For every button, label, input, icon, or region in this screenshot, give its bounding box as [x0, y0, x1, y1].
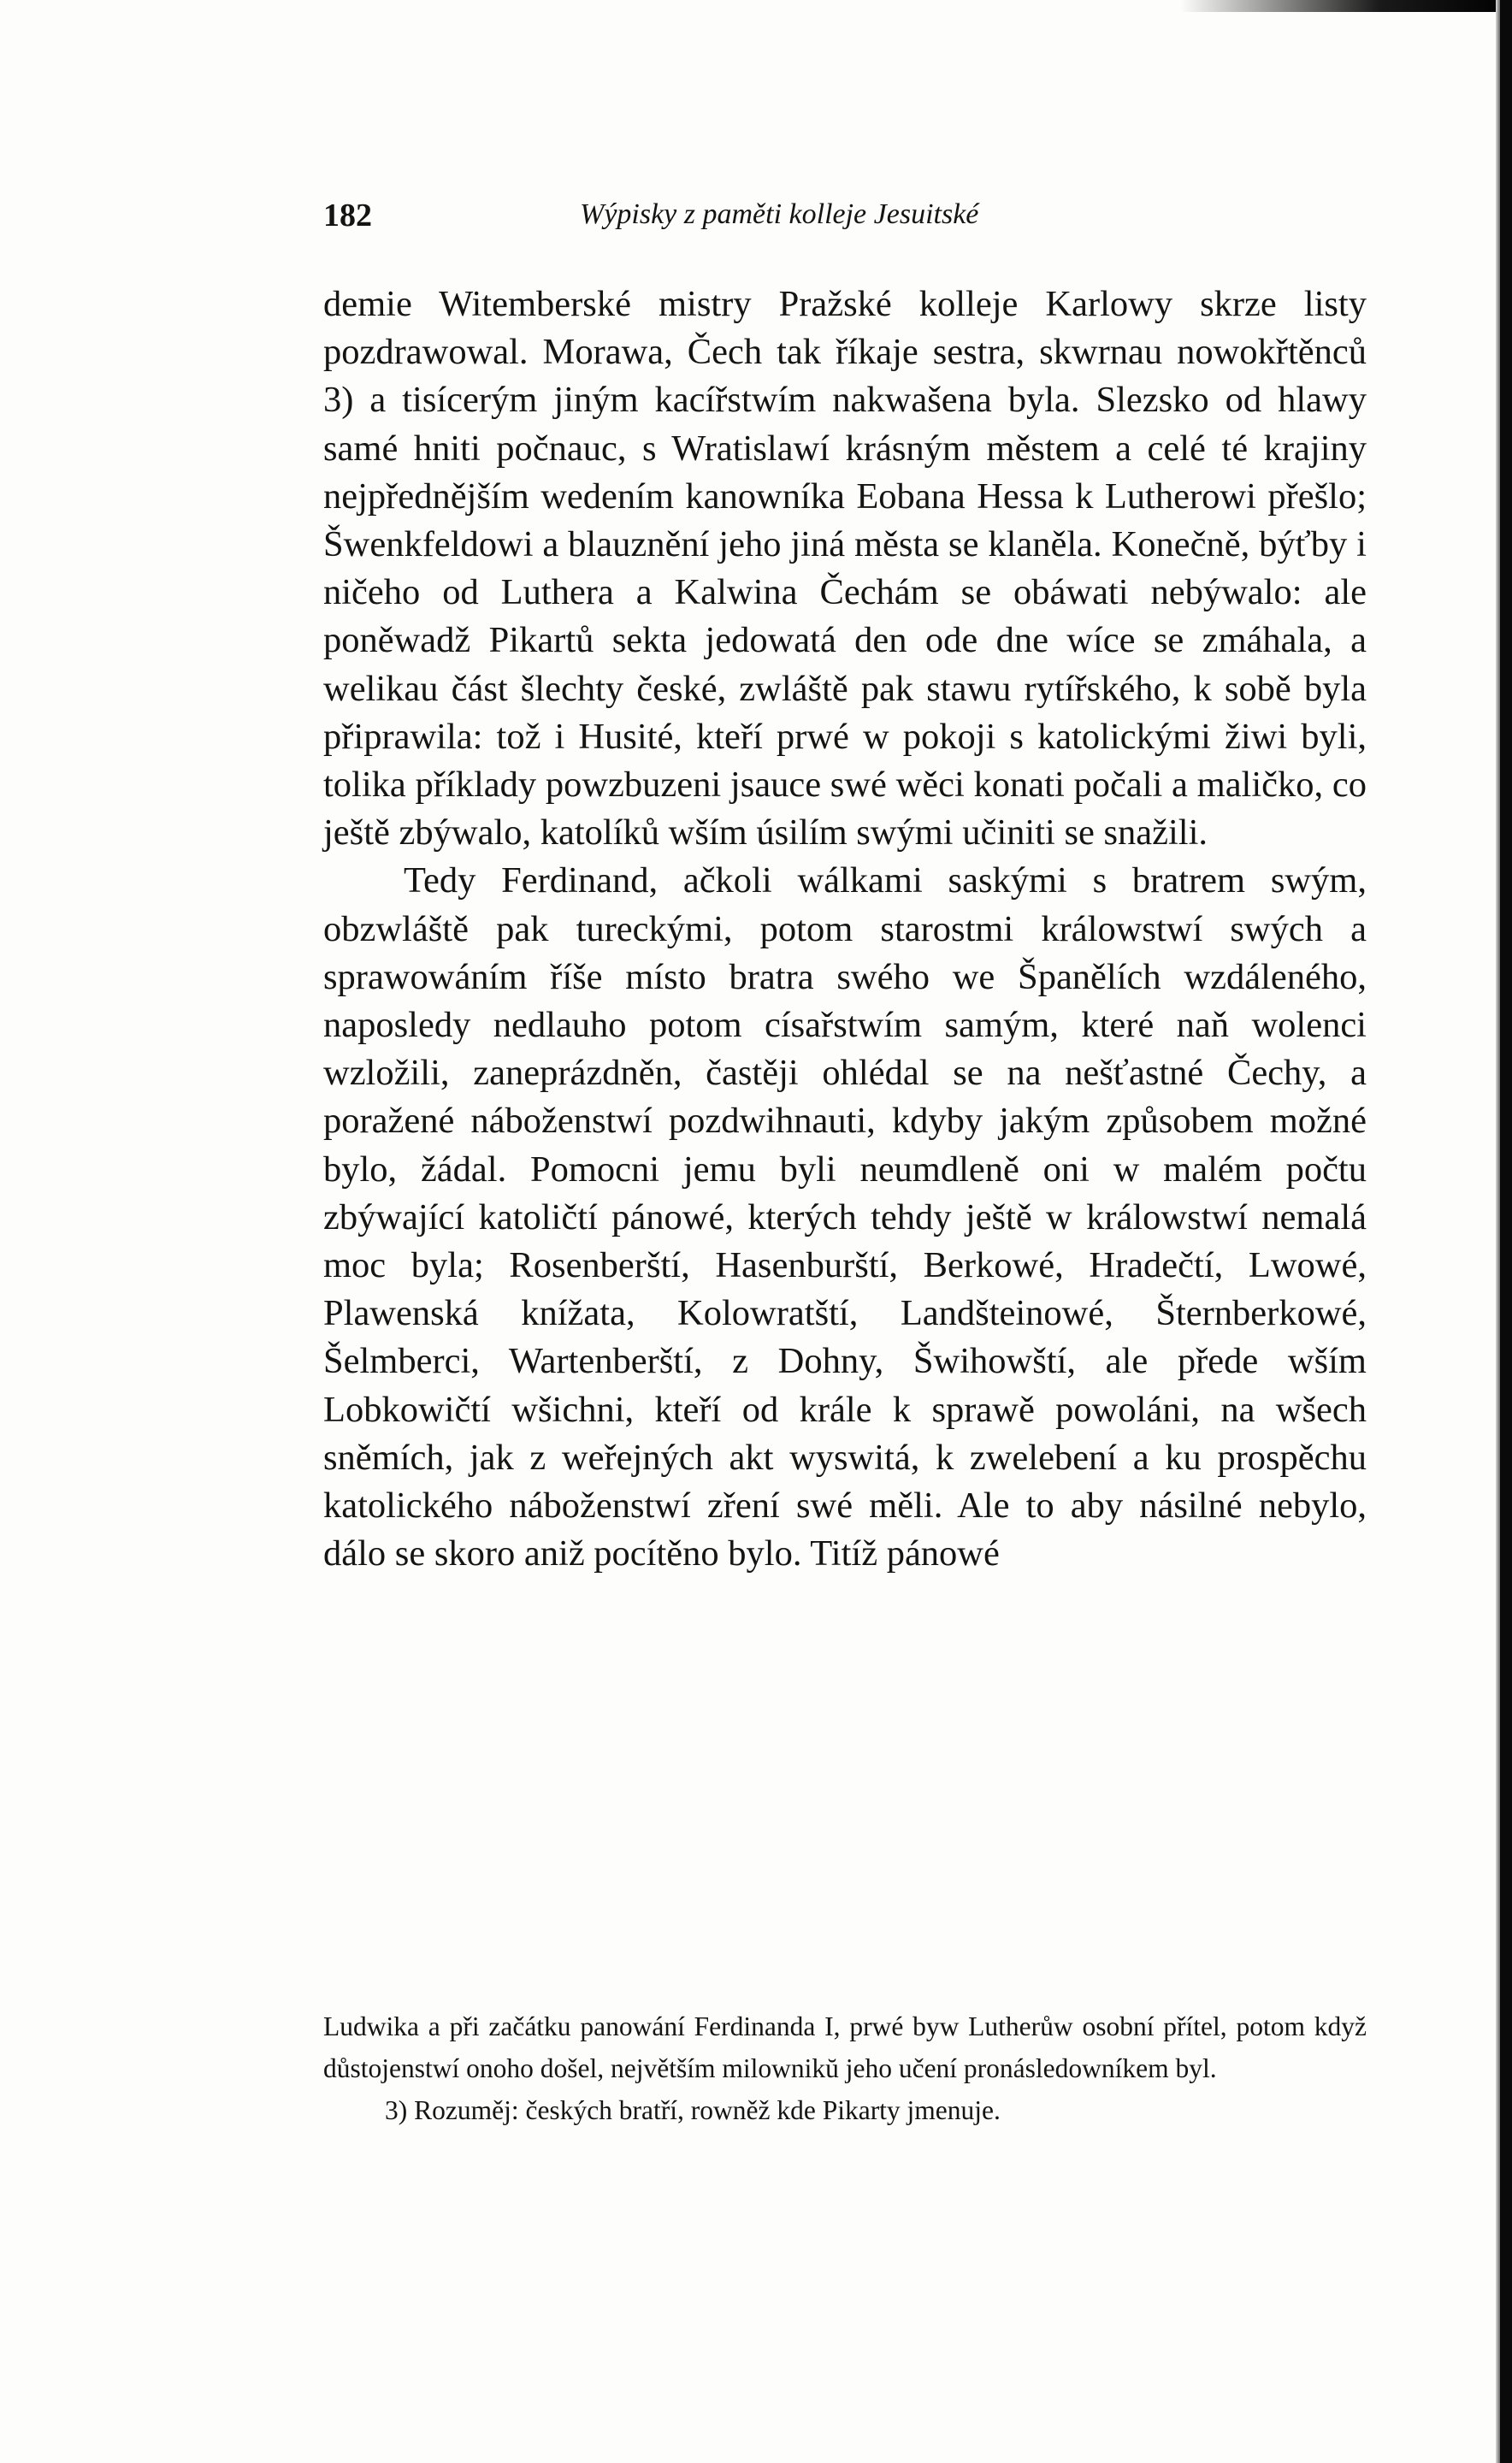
footnotes — [323, 2005, 1367, 2131]
paragraph-2: Tedy Ferdinand, ačkoli wálkami saskými s bratrem swým, obzwláště pak tureckými, potom starostmi králowstwí swých a sprawowáním říše místo bratra swého we Španělích wzdáleného, naposledy nedlauho potom císařstwím samým, které naň wolenci wzložili, zaneprázdněn, častěji ohlédal se na nešťastné Čechy, a poražené náboženstwí pozdwihnauti, kdyby jakým způsobem možné bylo, žádal. Pomocni jemu byli neumdleně oni w malém počtu zbýwající katoličtí pánowé, kterých tehdy ještě w králowstwí nemalá moc byla; Rosenberští, Hasenburští, Berkowé, Hradečtí, Lwowé, Plawenská knížata, Kolowratští, Landšteinowé, Šternberkowé, Šelmberci, Wartenberští, z Dohny, Šwihowští, ale přede wším Lobkowičtí wšichni, kteří od krále k sprawě powoláni, na wšech sněmích, jak z weřejných akt wyswitá, k zwelebení a ku prospěchu katolického náboženstwí zření swé měli. Ale to aby násilné nebylo, dálo se skoro aniž pocítěno bylo. Titíž pánowé — [323, 860, 1367, 1574]
footnote-continued: Ludwika a při začátku panowání Ferdinanda I, prwé byw Lutherůw osobní přítel, potom když důstojenstwí onoho došel, největším milownikŭ jeho učení pronásledowníkem byl. — [323, 2011, 1367, 2083]
main-text — [323, 281, 1367, 1578]
page-header — [323, 197, 1367, 239]
paragraph-1: demie Witemberské mistry Pražské kolleje Karlowy skrze listy pozdrawowal. Morawa, Čech tak říkaje sestra, skwrnau nowokřtěnců 3) a tisícerým jiným kacířstwím nakwašena byla. Slezsko od hlawy samé hniti počnauc, s Wratislawí krásným městem a celé té krajiny nejpřednějším wedením kanowníka Eobana Hessa k Lutherowi přešlo; Šwenkfeldowi a blauznění jeho jiná města se klaněla. Konečně, býťby i ničeho od Luthera a Kalwina Čechám se obáwati nebýwalo: ale poněwadž Pikartů sekta jedowatá den ode dne wíce se zmáhala, a welikau část šlechty české, zwláště pak stawu rytířského, k sobě byla připrawila: tož i Husité, kteří prwé w pokoji s katolickými žiwi byli, tolika příklady powzbuzeni jsauce swé wěci konati počali a maličko, co ještě zbýwalo, katolíků wším úsilím swými učiniti se snažili. — [323, 284, 1367, 853]
page-number: 182 — [323, 198, 372, 233]
scan-edge-top — [1180, 0, 1512, 12]
running-title: Wýpisky z paměti kolleje Jesuitské — [580, 198, 979, 230]
scan-edge-right — [1500, 0, 1512, 2463]
footnote-3: 3) Rozuměj: českých bratří, rowněž kde Pikarty jmenuje. — [385, 2095, 1001, 2125]
